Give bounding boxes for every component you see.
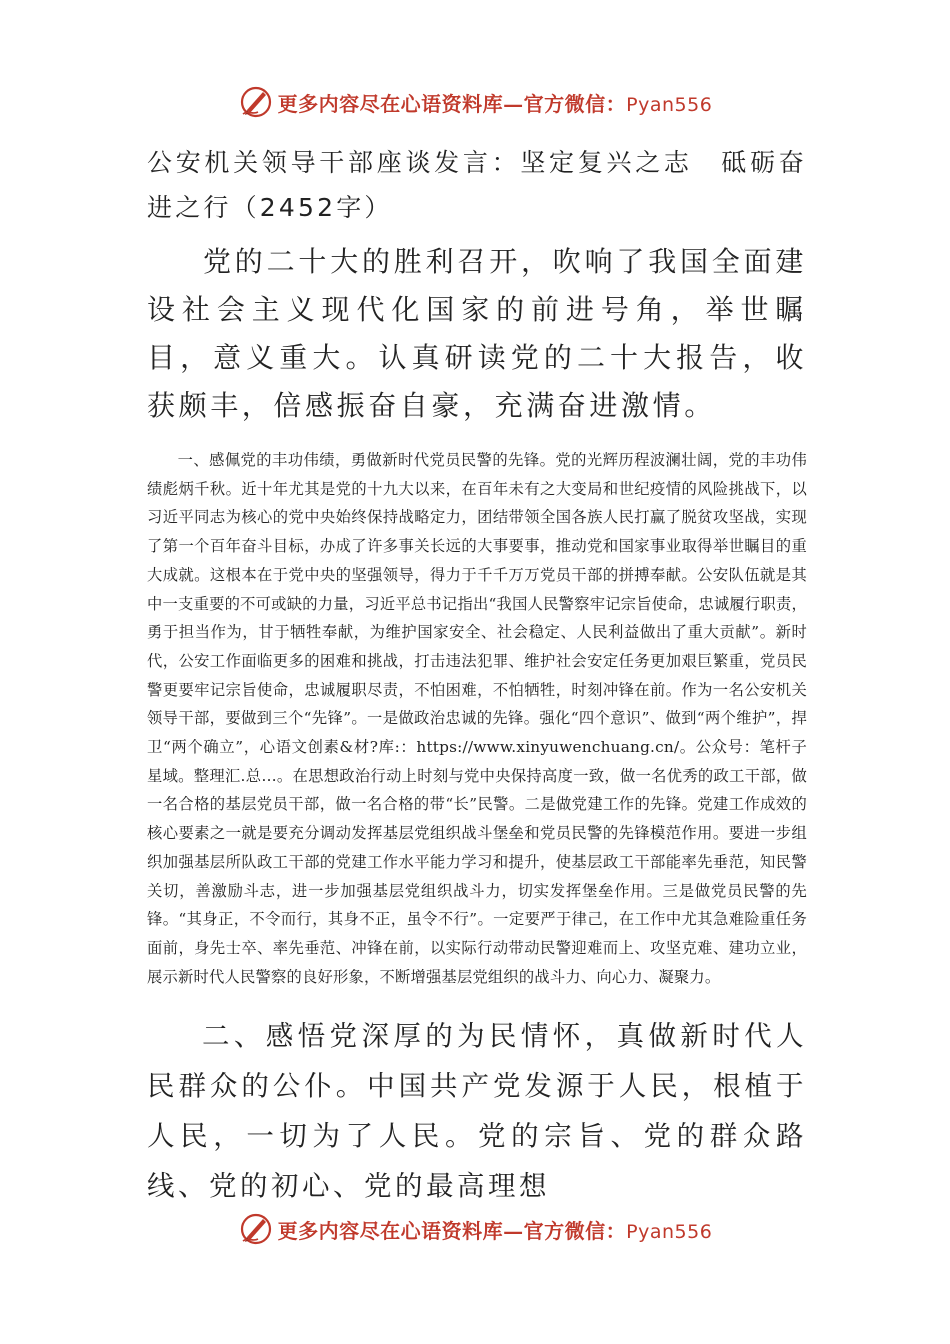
banner-text (278, 88, 713, 117)
banner-label: 更多内容尽在心语资料库—官方微信： (277, 91, 627, 116)
wechat-id: Pyan556 (626, 1220, 713, 1243)
banner-label: 更多内容尽在心语资料库—官方微信： (277, 1218, 627, 1243)
section-two-paragraph: 二、感悟党深厚的为民情怀，真做新时代人民群众的公仆。中国共产党发源于人民，根植于人民，一切为了人民。党的宗旨、党的群众路线、党的初心、党的最高理想 (147, 1020, 807, 1203)
lead-paragraph: 党的二十大的胜利召开，吹响了我国全面建设社会主义现代化国家的前进号角，举世瞩目，意义重大。认真研读党的二十大报告，收获颇丰，倍感振奋自豪，充满奋进激情。 (147, 245, 807, 422)
pen-logo-icon (238, 84, 274, 120)
footer-watermark-banner (0, 1207, 950, 1251)
banner-text (278, 1215, 713, 1244)
document-title: 公安机关领导干部座谈发言：坚定复兴之志 砥砺奋进之行（2452字） (147, 148, 807, 222)
pen-logo-icon (238, 1211, 274, 1247)
document-body (147, 140, 807, 1211)
header-watermark-banner (0, 80, 950, 124)
section-one-paragraph: 一、感佩党的丰功伟绩，勇做新时代党员民警的先锋。党的光辉历程波澜壮阔，党的丰功伟绩彪炳千秋。近十年尤其是党的十九大以来，在百年未有之大变局和世纪疫情的风险挑战下，以习近平同志为核心的党中央始终保持战略定力，团结带领全国各族人民打赢了脱贫攻坚战，实现了第一个百年奋斗目标，办成了许多事关长远的大事要事，推动党和国家事业取得举世瞩目的重大成就。这根本在于党中央的坚强领导，得力于千千万万党员干部的拼搏奉献。公安队伍就是其中一支重要的不可或缺的力量，习近平总书记指出“我国人民警察牢记宗旨使命，忠诚履行职责，勇于担当作为，甘于牺牲奉献，为维护国家安全、社会稳定、人民利益做出了重大贡献”。新时代，公安工作面临更多的困难和挑战，打击违法犯罪、维护社会安定任务更加艰巨繁重，党员民警更要牢记宗旨使命，忠诚履职尽责，不怕困难，不怕牺牲，时刻冲锋在前。作为一名公安机关领导干部，要做到三个“先锋”。一是做政治忠诚的先锋。强化“四个意识”、做到“两个维护”，捍卫“两个确立”，心语文创素&材?库:：https://www.xinyuwenchuang.cn/。公众号：笔杆子星域。整理汇.总…。在思想政治行动上时刻与党中央保持高度一致，做一名优秀的政工干部，做一名合格的基层党员干部，做一名合格的带“长”民警。二是做党建工作的先锋。党建工作成效的核心要素之一就是要充分调动发挥基层党组织战斗堡垒和党员民警的先锋模范作用。要进一步组织加强基层所队政工干部的党建工作水平能力学习和提升，使基层政工干部能率先垂范，知民警关切，善激励斗志，进一步加强基层党组织战斗力，切实发挥堡垒作用。三是做党员民警的先锋。“其身正，不令而行，其身不正，虽令不行”。一定要严于律己，在工作中尤其急难险重任务面前，身先士卒、率先垂范、冲锋在前，以实际行动带动民警迎难而上、攻坚克难、建功立业，展示新时代人民警察的良好形象，不断增强基层党组织的战斗力、向心力、凝聚力。 (147, 451, 807, 986)
wechat-id: Pyan556 (626, 93, 713, 116)
